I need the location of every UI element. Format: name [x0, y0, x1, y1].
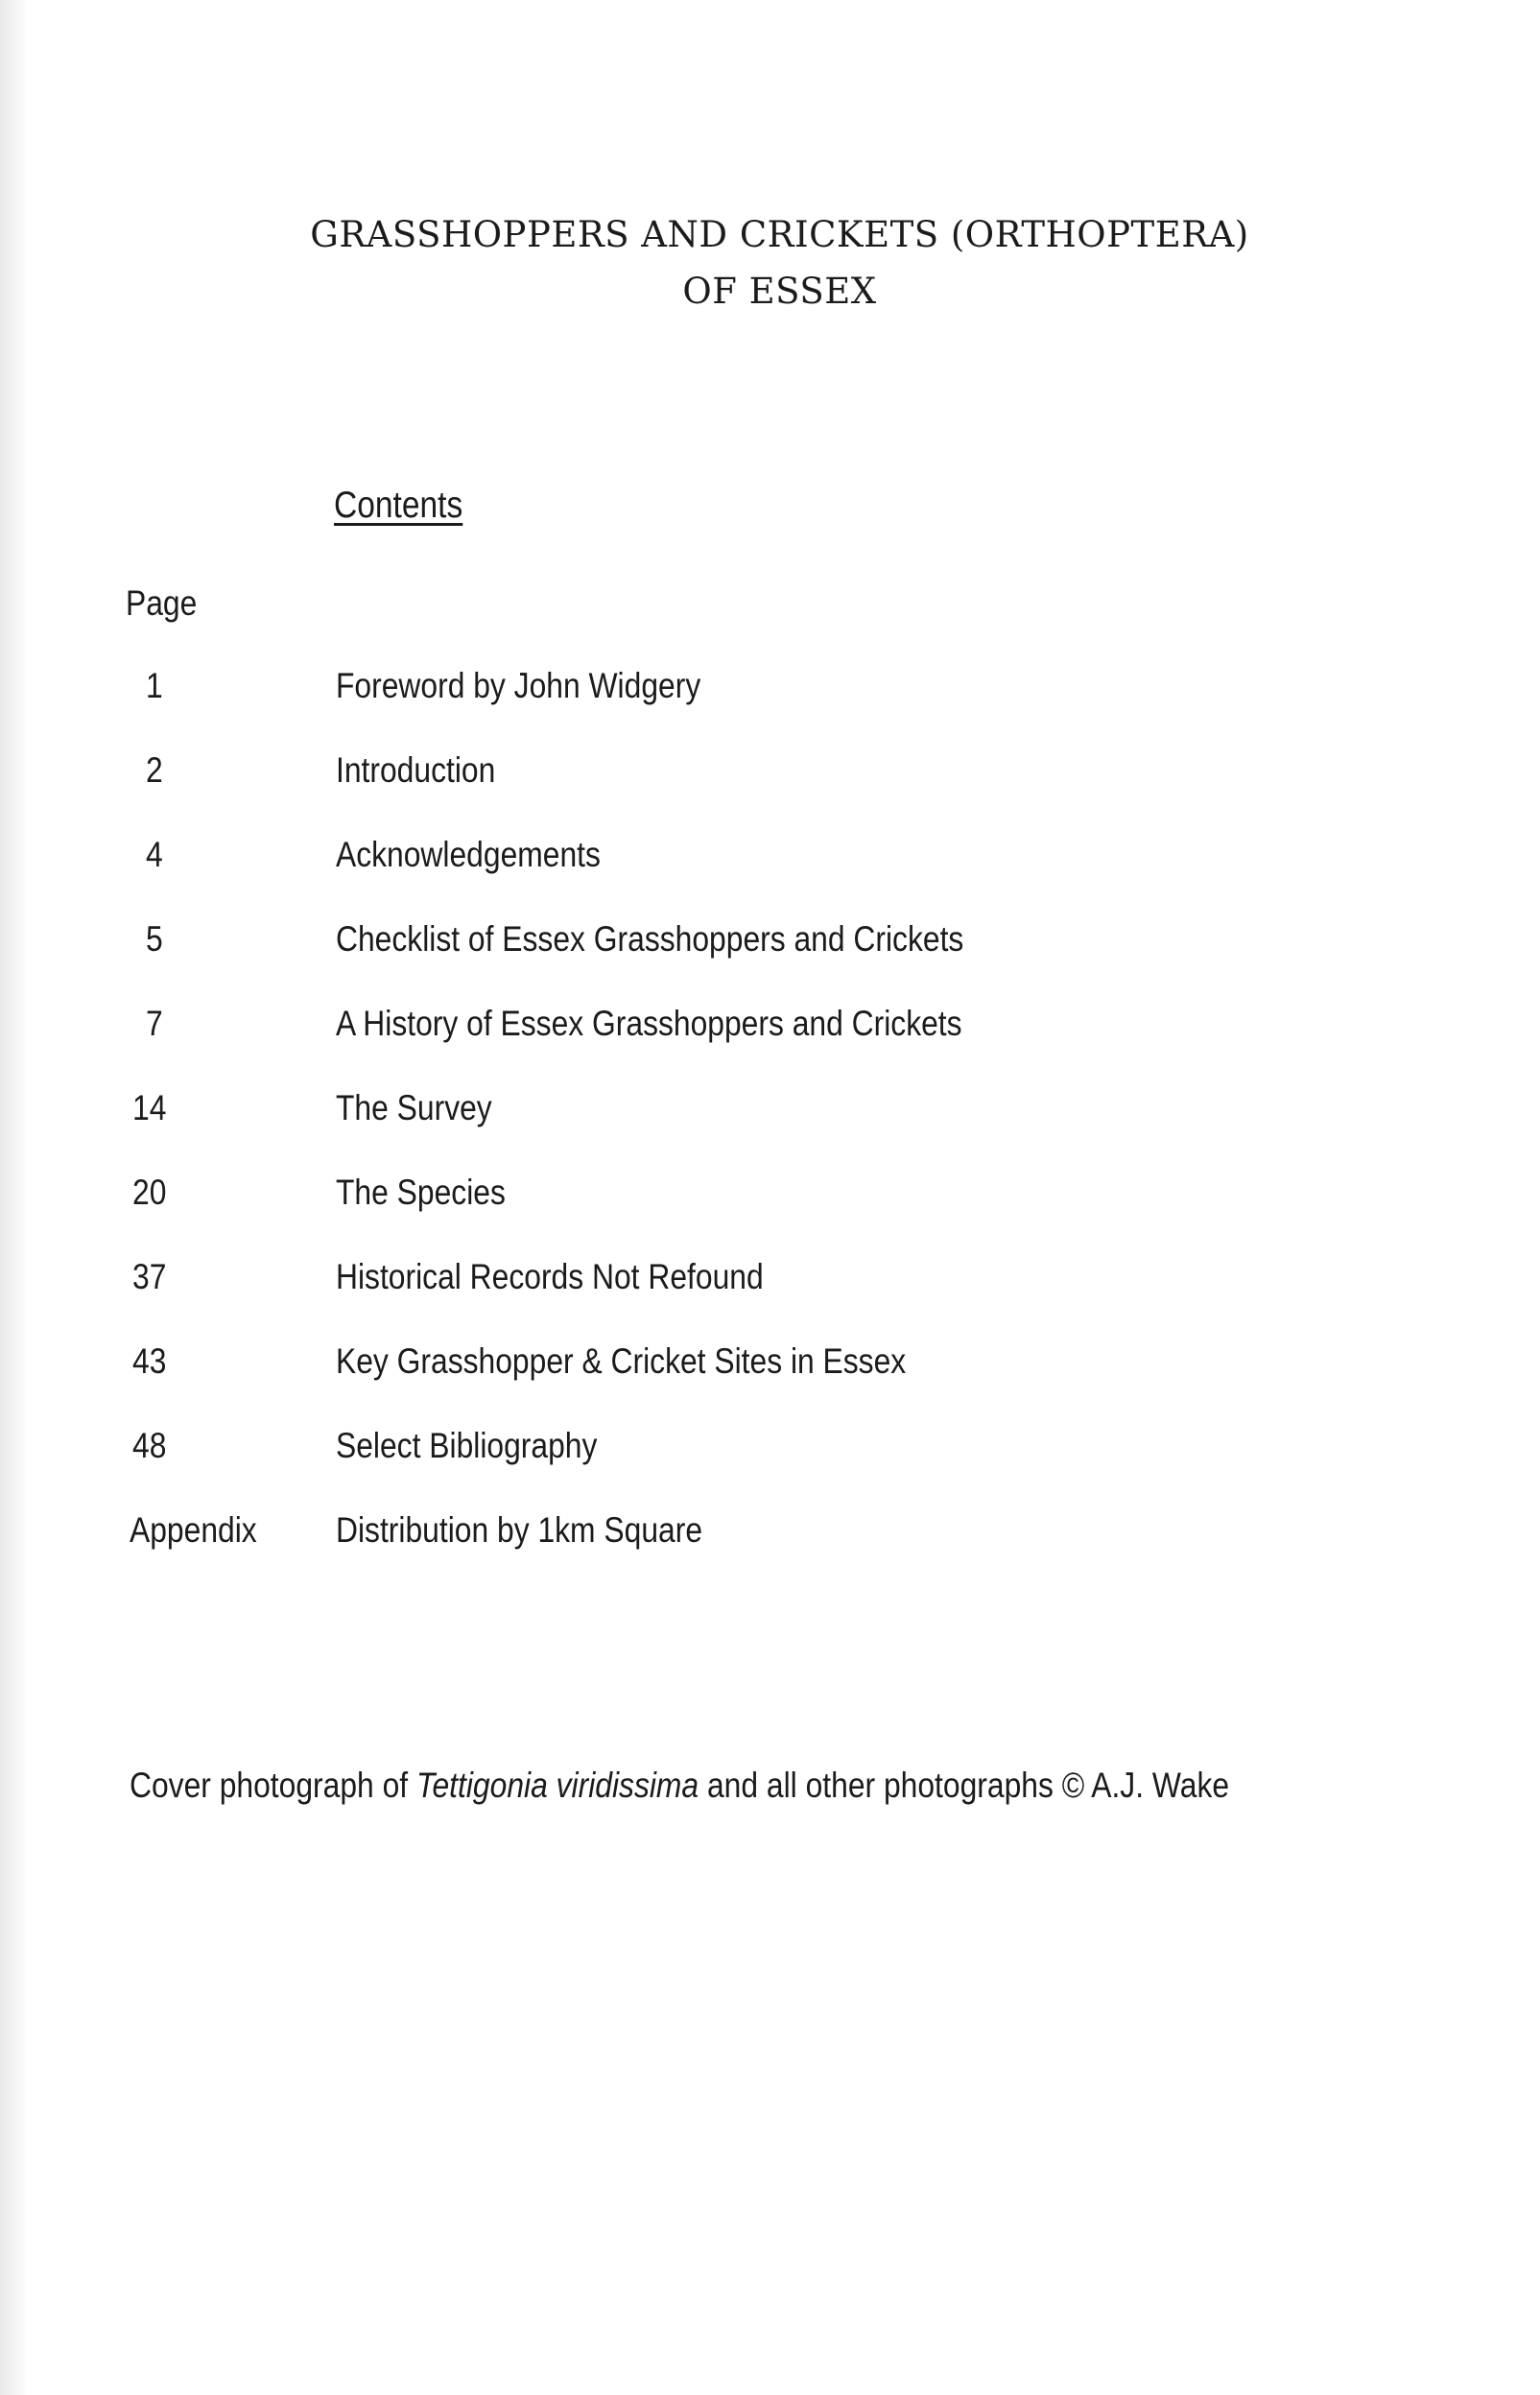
contents-heading: Contents: [334, 485, 463, 526]
toc-entry: [0, 1510, 1540, 1595]
toc-entry: [0, 835, 1540, 919]
toc-page-number: Appendix: [130, 1510, 257, 1550]
toc-entry: [0, 750, 1540, 835]
toc-page-number: 5: [146, 919, 163, 959]
toc-entry: [0, 1257, 1540, 1341]
document-title: [0, 206, 1540, 320]
toc-entry-title: Foreword by John Widgery: [336, 666, 701, 705]
toc-entry: [0, 1426, 1540, 1510]
toc-entry-title: A History of Essex Grasshoppers and Crickets: [336, 1004, 962, 1043]
toc-entry: [0, 919, 1540, 1004]
toc-entry-title: Historical Records Not Refound: [336, 1257, 764, 1296]
toc-entry-title: Select Bibliography: [336, 1426, 598, 1465]
toc-page-number: 1: [146, 666, 163, 705]
toc-entry-title: The Survey: [336, 1088, 492, 1127]
toc-page-number: 7: [146, 1004, 163, 1043]
toc-entry: [0, 666, 1540, 750]
title-line-2: OF ESSEX: [682, 271, 877, 312]
toc-entry: [0, 1004, 1540, 1088]
toc-entry-title: Acknowledgements: [336, 835, 601, 874]
toc-entry: [0, 1341, 1540, 1426]
photo-credit-prefix: Cover photograph of: [130, 1766, 416, 1805]
toc-page-number: 43: [132, 1341, 167, 1381]
toc-entry-title: Checklist of Essex Grasshoppers and Crickets: [336, 919, 964, 959]
page-column-label: Page: [126, 583, 198, 623]
toc-entry-title: Key Grasshopper & Cricket Sites in Essex: [336, 1341, 907, 1381]
toc-page-number: 2: [146, 750, 163, 790]
photo-credit-species: Tettigonia viridissima: [415, 1766, 699, 1805]
title-line-1: GRASSHOPPERS AND CRICKETS (ORTHOPTERA): [310, 214, 1249, 255]
toc-entry-title: Introduction: [336, 750, 496, 790]
toc-page-number: 4: [146, 835, 163, 874]
toc-page-number: 48: [132, 1426, 167, 1465]
toc-entry: [0, 1088, 1540, 1173]
photo-credit-suffix: and all other photographs © A.J. Wake: [699, 1766, 1230, 1805]
toc-entry-title: Distribution by 1km Square: [336, 1510, 703, 1550]
toc-page-number: 20: [132, 1173, 167, 1212]
toc-page-number: 37: [132, 1257, 167, 1296]
toc-entry-title: The Species: [336, 1173, 506, 1212]
table-of-contents: [0, 666, 1540, 1595]
toc-entry: [0, 1173, 1540, 1257]
toc-page-number: 14: [132, 1088, 167, 1127]
photo-credit: [130, 1766, 1229, 1806]
